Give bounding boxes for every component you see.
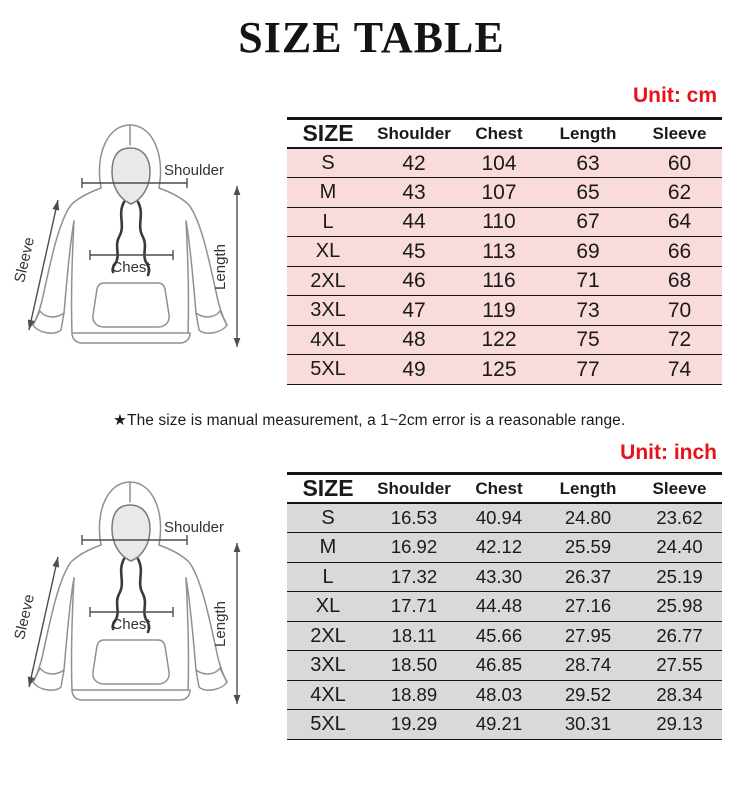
- size-cell: 4XL: [287, 680, 369, 710]
- value-cell: 42.12: [459, 533, 539, 563]
- value-cell: 65: [539, 178, 637, 208]
- size-cell: M: [287, 178, 369, 208]
- value-cell: 72: [637, 325, 722, 355]
- value-cell: 29.52: [539, 680, 637, 710]
- value-cell: 25.19: [637, 562, 722, 592]
- header-length: Length: [539, 119, 637, 149]
- value-cell: 17.71: [369, 592, 459, 622]
- page-title: SIZE TABLE: [238, 13, 505, 62]
- sleeve-label: Sleeve: [11, 235, 39, 285]
- size-cell: 2XL: [287, 621, 369, 651]
- value-cell: 43: [369, 178, 459, 208]
- table-row: [287, 266, 722, 296]
- table-row: [287, 296, 722, 326]
- value-cell: 42: [369, 148, 459, 178]
- value-cell: 62: [637, 178, 722, 208]
- value-cell: 30.31: [539, 710, 637, 740]
- header-shoulder: Shoulder: [369, 474, 459, 504]
- size-cell: XL: [287, 592, 369, 622]
- size-table-cm-body: [287, 148, 722, 384]
- value-cell: 74: [637, 355, 722, 385]
- value-cell: 49: [369, 355, 459, 385]
- value-cell: 110: [459, 207, 539, 237]
- value-cell: 75: [539, 325, 637, 355]
- value-cell: 24.40: [637, 533, 722, 563]
- value-cell: 125: [459, 355, 539, 385]
- value-cell: 29.13: [637, 710, 722, 740]
- value-cell: 45.66: [459, 621, 539, 651]
- value-cell: 49.21: [459, 710, 539, 740]
- value-cell: 18.11: [369, 621, 459, 651]
- value-cell: 68: [637, 266, 722, 296]
- table-row: [287, 207, 722, 237]
- value-cell: 116: [459, 266, 539, 296]
- value-cell: 44.48: [459, 592, 539, 622]
- measurement-note: ★The size is manual measurement, a 1~2cm error is a reasonable range.: [113, 412, 626, 429]
- value-cell: 26.77: [637, 621, 722, 651]
- size-cell: L: [287, 562, 369, 592]
- value-cell: 26.37: [539, 562, 637, 592]
- chest-label: Chest: [111, 616, 151, 633]
- value-cell: 119: [459, 296, 539, 326]
- header-row: [287, 474, 722, 504]
- value-cell: 25.59: [539, 533, 637, 563]
- size-cell: 4XL: [287, 325, 369, 355]
- sleeve-label: Sleeve: [11, 592, 39, 642]
- shoulder-label: Shoulder: [163, 519, 225, 536]
- value-cell: 66: [637, 237, 722, 267]
- table-row: [287, 178, 722, 208]
- unit-inch-label: Unit: inch: [620, 441, 717, 464]
- header-size: SIZE: [287, 119, 369, 149]
- size-cell: 3XL: [287, 296, 369, 326]
- header-shoulder: Shoulder: [369, 119, 459, 149]
- header-row: [287, 119, 722, 149]
- value-cell: 48.03: [459, 680, 539, 710]
- size-table-inch-body: [287, 503, 722, 739]
- length-label: Length: [212, 244, 229, 290]
- table-row: [287, 710, 722, 740]
- header-chest: Chest: [459, 119, 539, 149]
- table-row: [287, 148, 722, 178]
- value-cell: 104: [459, 148, 539, 178]
- value-cell: 27.16: [539, 592, 637, 622]
- table-row: [287, 592, 722, 622]
- hoodie-diagram-inch: [0, 466, 260, 758]
- hoodie-measurement-diagram: [0, 466, 260, 758]
- value-cell: 71: [539, 266, 637, 296]
- size-cell: S: [287, 503, 369, 533]
- value-cell: 16.53: [369, 503, 459, 533]
- size-table-cm-header: [287, 119, 722, 149]
- header-length: Length: [539, 474, 637, 504]
- value-cell: 69: [539, 237, 637, 267]
- length-label: Length: [212, 601, 229, 647]
- value-cell: 67: [539, 207, 637, 237]
- size-cell: 5XL: [287, 710, 369, 740]
- value-cell: 113: [459, 237, 539, 267]
- header-size: SIZE: [287, 474, 369, 504]
- value-cell: 18.89: [369, 680, 459, 710]
- value-cell: 16.92: [369, 533, 459, 563]
- value-cell: 27.55: [637, 651, 722, 681]
- size-cell: 5XL: [287, 355, 369, 385]
- value-cell: 28.74: [539, 651, 637, 681]
- table-row: [287, 562, 722, 592]
- value-cell: 28.34: [637, 680, 722, 710]
- value-cell: 24.80: [539, 503, 637, 533]
- value-cell: 77: [539, 355, 637, 385]
- table-row: [287, 325, 722, 355]
- value-cell: 73: [539, 296, 637, 326]
- header-chest: Chest: [459, 474, 539, 504]
- size-cell: 2XL: [287, 266, 369, 296]
- value-cell: 18.50: [369, 651, 459, 681]
- table-row: [287, 651, 722, 681]
- value-cell: 46: [369, 266, 459, 296]
- value-cell: 70: [637, 296, 722, 326]
- value-cell: 27.95: [539, 621, 637, 651]
- size-cell: L: [287, 207, 369, 237]
- value-cell: 46.85: [459, 651, 539, 681]
- hoodie-outline: [33, 482, 227, 700]
- value-cell: 44: [369, 207, 459, 237]
- size-table-cm: [287, 117, 722, 385]
- shoulder-label: Shoulder: [163, 162, 225, 179]
- value-cell: 17.32: [369, 562, 459, 592]
- table-row: [287, 621, 722, 651]
- value-cell: 40.94: [459, 503, 539, 533]
- size-cell: M: [287, 533, 369, 563]
- table-row: [287, 680, 722, 710]
- header-sleeve: Sleeve: [637, 474, 722, 504]
- table-row: [287, 533, 722, 563]
- value-cell: 107: [459, 178, 539, 208]
- value-cell: 23.62: [637, 503, 722, 533]
- value-cell: 64: [637, 207, 722, 237]
- unit-cm-label: Unit: cm: [633, 84, 717, 107]
- chest-label: Chest: [111, 259, 151, 276]
- value-cell: 45: [369, 237, 459, 267]
- value-cell: 43.30: [459, 562, 539, 592]
- table-row: [287, 503, 722, 533]
- hoodie-diagram-cm: [0, 109, 260, 401]
- size-table-inch: [287, 472, 722, 740]
- value-cell: 122: [459, 325, 539, 355]
- value-cell: 63: [539, 148, 637, 178]
- value-cell: 25.98: [637, 592, 722, 622]
- value-cell: 60: [637, 148, 722, 178]
- size-cell: XL: [287, 237, 369, 267]
- size-table-inch-header: [287, 474, 722, 504]
- hoodie-measurement-diagram: [0, 109, 260, 401]
- value-cell: 48: [369, 325, 459, 355]
- header-sleeve: Sleeve: [637, 119, 722, 149]
- size-cell: 3XL: [287, 651, 369, 681]
- value-cell: 47: [369, 296, 459, 326]
- hoodie-outline: [33, 125, 227, 343]
- table-row: [287, 237, 722, 267]
- size-cell: S: [287, 148, 369, 178]
- table-row: [287, 355, 722, 385]
- value-cell: 19.29: [369, 710, 459, 740]
